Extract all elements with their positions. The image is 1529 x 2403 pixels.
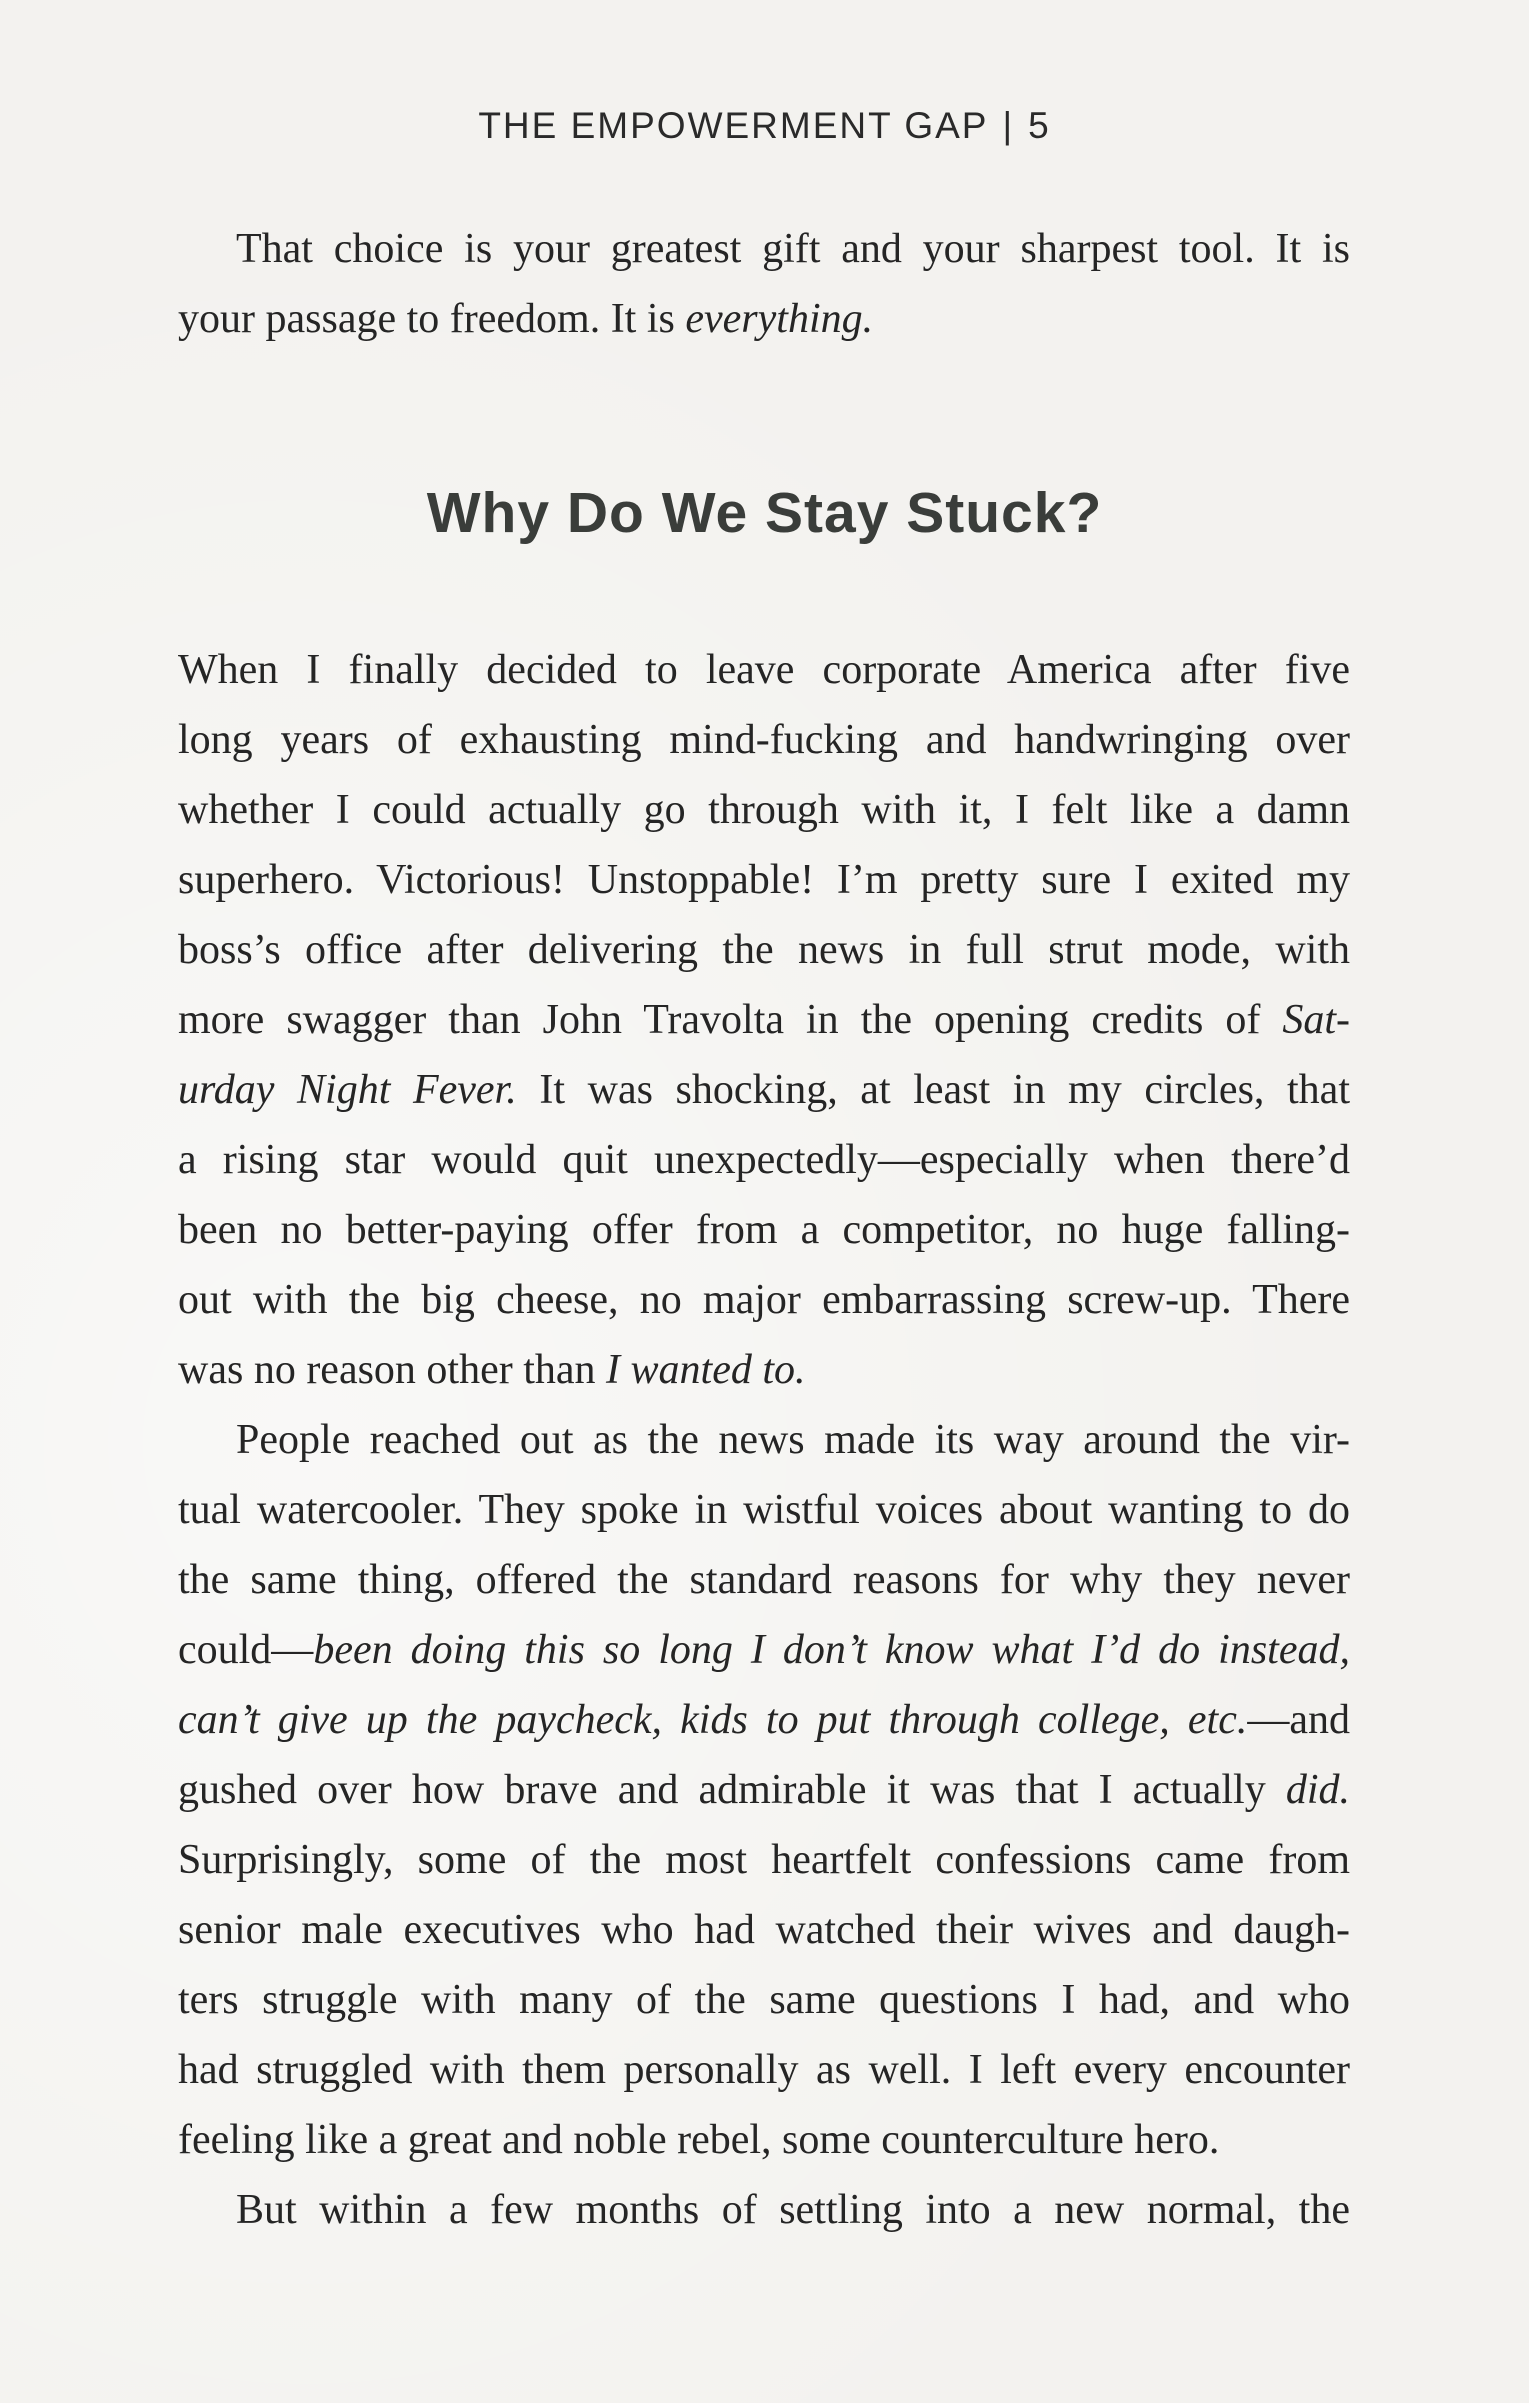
text-line: tual watercooler. They spoke in wistful voices about wanting to do: [178, 1487, 1350, 1533]
intro-paragraph: [178, 214, 1350, 354]
paragraph-2: [178, 1405, 1350, 2175]
text-line: That choice is your greatest gift and your sharpest tool. It is: [236, 226, 1350, 272]
text-line: feeling like a great and noble rebel, some counterculture hero.: [178, 2117, 1220, 2163]
text-line: People reached out as the news made its way around the vir-: [236, 1417, 1350, 1463]
text-line: long years of exhausting mind-fucking and handwringing over: [178, 717, 1350, 763]
text-line: whether I could actually go through with it, I felt like a damn: [178, 787, 1350, 833]
text-line: superhero. Victorious! Unstoppable! I’m pretty sure I exited my: [178, 857, 1350, 903]
section-heading: Why Do We Stay Stuck?: [426, 481, 1103, 545]
text-line: can’t give up the paycheck, kids to put through college, etc.—and: [178, 1697, 1350, 1743]
text-line: been no better-paying offer from a competitor, no huge falling-: [178, 1207, 1350, 1253]
body-text: [178, 635, 1350, 2245]
text-line: was no reason other than I wanted to.: [178, 1347, 806, 1393]
paragraph-3: [178, 2175, 1350, 2245]
text-line: urday Night Fever. It was shocking, at least in my circles, that: [178, 1067, 1350, 1113]
text-line: When I finally decided to leave corporate America after five: [178, 647, 1350, 693]
text-line: gushed over how brave and admirable it was that I actually did.: [178, 1767, 1350, 1813]
text-line: Surprisingly, some of the most heartfelt confessions came from: [178, 1837, 1350, 1883]
text-line: a rising star would quit unexpectedly—especially when there’d: [178, 1137, 1350, 1183]
text-line: senior male executives who had watched their wives and daugh-: [178, 1907, 1350, 1953]
running-head: [0, 105, 1529, 147]
text-line: the same thing, offered the standard reasons for why they never: [178, 1557, 1350, 1603]
text-line: boss’s office after delivering the news in full strut mode, with: [178, 927, 1350, 973]
text-line: out with the big cheese, no major embarrassing screw-up. There: [178, 1277, 1350, 1323]
book-title: THE EMPOWERMENT GAP: [478, 105, 989, 146]
text-line: could—been doing this so long I don’t know what I’d do instead,: [178, 1627, 1350, 1673]
header-separator: |: [1002, 105, 1015, 146]
text-line: ters struggle with many of the same questions I had, and who: [178, 1977, 1350, 2023]
paragraph-1: [178, 635, 1350, 1405]
text-line: had struggled with them personally as well. I left every encounter: [178, 2047, 1350, 2093]
text-line: more swagger than John Travolta in the opening credits of Sat-: [178, 997, 1350, 1043]
text-line: your passage to freedom. It is everything.: [178, 296, 874, 342]
page-number: 5: [1028, 105, 1051, 146]
text-line: But within a few months of settling into a new normal, the: [236, 2187, 1350, 2233]
